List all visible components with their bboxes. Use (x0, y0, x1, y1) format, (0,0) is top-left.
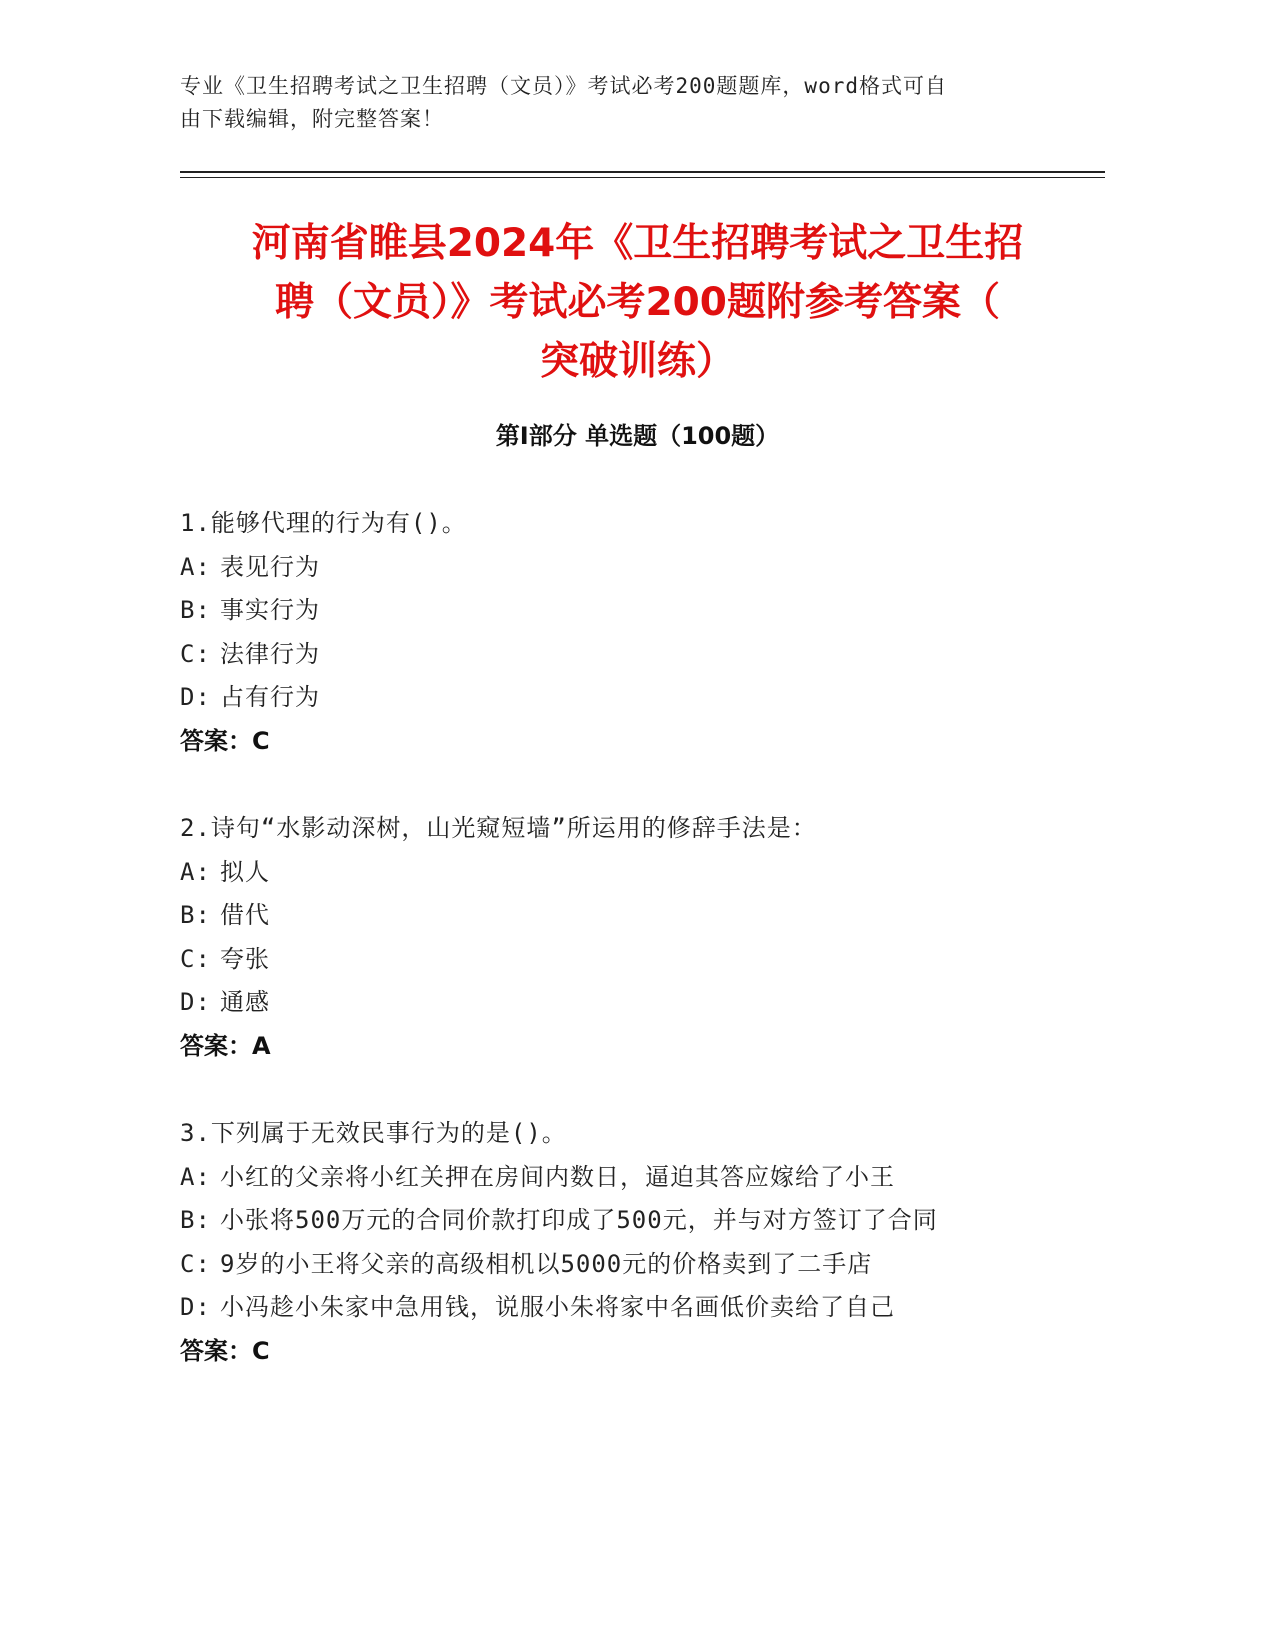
option-b (180, 1199, 1080, 1243)
question-block (180, 502, 1080, 763)
answer-line: 答案：C (180, 1336, 270, 1365)
option-a (180, 1156, 1080, 1200)
option-letter: D: (180, 1293, 211, 1321)
question-stem: 1.能够代理的行为有()。 (180, 509, 467, 537)
option-b (180, 894, 1080, 938)
option-letter: B: (180, 596, 211, 624)
document-title-line-2: 聘（文员）》考试必考200题附参考答案（ (275, 280, 1000, 325)
option-text: 占有行为 (220, 683, 320, 711)
option-c (180, 938, 1080, 982)
document-title (150, 214, 1125, 391)
option-letter: A: (180, 1162, 211, 1191)
option-letter: B: (180, 1206, 211, 1234)
option-d (180, 981, 1080, 1025)
option-c (180, 1243, 1080, 1287)
option-a (180, 851, 1080, 895)
option-letter: A: (180, 552, 211, 581)
answer-line: 答案：C (180, 726, 270, 755)
option-letter: A: (180, 857, 211, 886)
option-text: 9岁的小王将父亲的高级相机以5000元的价格卖到了二手店 (220, 1249, 873, 1278)
option-letter: D: (180, 683, 211, 711)
option-text: 夸张 (220, 944, 270, 973)
option-text: 小张将500万元的合同价款打印成了500元，并与对方签订了合同 (220, 1206, 938, 1234)
header-divider-thin (180, 177, 1105, 178)
option-text: 小红的父亲将小红关押在房间内数日，逼迫其答应嫁给了小王 (220, 1162, 895, 1191)
option-text: 通感 (220, 988, 270, 1016)
question-stem: 3.下列属于无效民事行为的是()。 (180, 1119, 567, 1147)
document-title-line-3: 突破训练） (539, 339, 735, 384)
header-note-line-2: 由下载编辑，附完整答案！ (180, 107, 444, 131)
option-c (180, 633, 1080, 677)
option-letter: C: (180, 639, 211, 668)
option-letter: B: (180, 901, 211, 929)
option-d (180, 676, 1080, 720)
option-text: 借代 (220, 901, 270, 929)
question-block (180, 1112, 1080, 1373)
option-text: 表见行为 (220, 552, 320, 581)
option-b (180, 589, 1080, 633)
header-note (180, 70, 1040, 136)
option-a (180, 546, 1080, 590)
option-letter: C: (180, 1249, 211, 1278)
document-title-line-1: 河南省睢县2024年《卫生招聘考试之卫生招 (251, 221, 1024, 266)
option-text: 法律行为 (220, 639, 320, 668)
question-stem: 2.诗句“水影动深树，山光窥短墙”所运用的修辞手法是： (180, 814, 817, 842)
question-block (180, 807, 1080, 1068)
header-divider-thick (180, 171, 1105, 173)
option-letter: D: (180, 988, 211, 1016)
option-text: 拟人 (220, 857, 270, 886)
option-text: 事实行为 (220, 596, 320, 624)
answer-line: 答案：A (180, 1031, 271, 1060)
option-letter: C: (180, 944, 211, 973)
option-text: 小冯趁小朱家中急用钱，说服小朱将家中名画低价卖给了自己 (220, 1293, 895, 1321)
section-title: 第Ⅰ部分 单选题（100题） (495, 422, 780, 450)
option-d (180, 1286, 1080, 1330)
header-note-line-1: 专业《卫生招聘考试之卫生招聘（文员）》考试必考200题题库，word格式可自 (180, 74, 947, 98)
